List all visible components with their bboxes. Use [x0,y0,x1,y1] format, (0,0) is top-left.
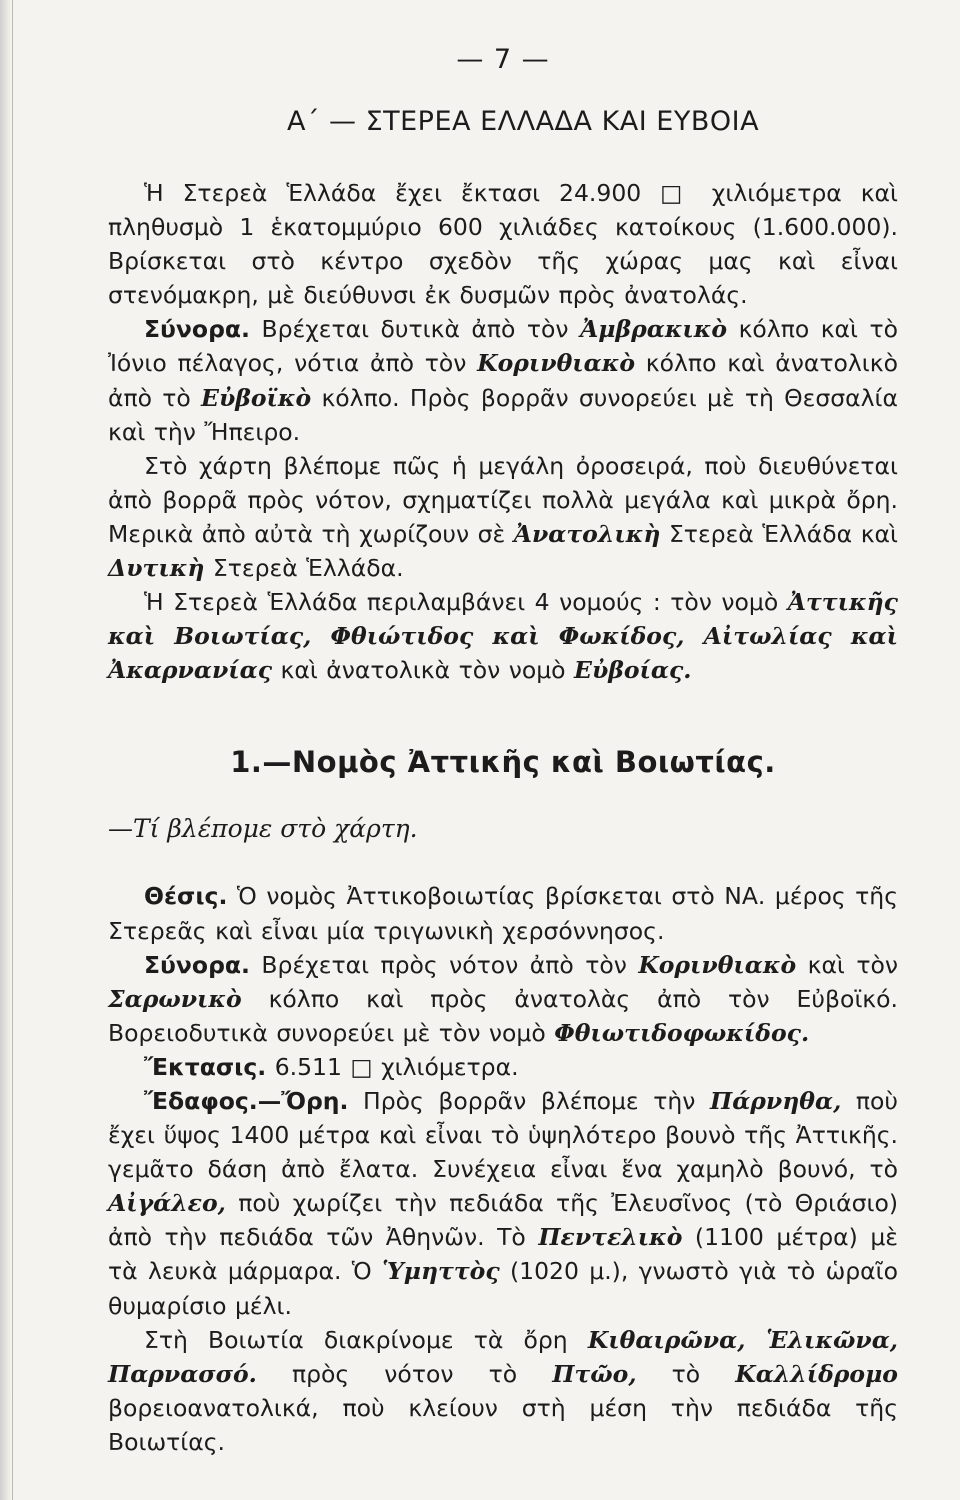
text: κόλπο. Πρὸς βορρᾶν συνορεύει μὲ τὴ Θεσσαλία καὶ τὴν Ἤπειρο. [108,383,898,446]
text: Ἡ Στερεὰ Ἑλλάδα περιλαμβάνει 4 νομούς : τὸν νομὸ [144,588,779,617]
area-label: Ἔκτασις. [144,1052,267,1081]
text: Ὁ νομὸς Ἀττικοβοιωτίας βρίσκεται στὸ ΝΑ. μέρος τῆς Στερεᾶς καὶ εἶναι μία τριγωνικὴ χερσόννησος. [108,882,898,945]
emphasis: Εὐβοίας. [574,656,692,685]
emphasis: Ὑμηττὸς [382,1257,500,1286]
emphasis: Ἀνατολικὴ [513,519,661,548]
page-edge [0,0,13,1500]
text: (1020 μ.), γνωστὸ γιὰ τὸ ὡραῖο θυμαρίσιο μέλι. [108,1257,898,1320]
text: 6.511 □ χιλιόμετρα. [274,1052,519,1081]
emphasis: Καλλίδρομο [735,1359,898,1388]
emphasis: Κιθαιρῶνα, Ἑλικῶνα, Παρνασσό. [108,1325,898,1388]
area-paragraph [108,1050,898,1084]
section-title: 1.—Νομὸς Ἀττικῆς καὶ Βοιωτίας. [230,745,776,780]
text: βορειοανατολικά, ποὺ κλείουν στὴ μέση τὴν πεδιάδα τῆς Βοιωτίας. [108,1393,898,1456]
text: καὶ ἀνατολικὰ τὸν νομὸ [280,656,566,685]
text: κόλπο καὶ πρὸς ἀνατολὰς ἀπὸ τὸν Εὐβοϊκό. Βορειοδυτικὰ συνορεύει μὲ τὸν νομὸ [108,984,898,1047]
text: πρὸς νότον τὸ [291,1359,518,1388]
borders-label: Σύνορα. [144,315,250,344]
text: Πρὸς βορρᾶν βλέπομε τὴν [363,1086,696,1115]
text: ποὺ χωρίζει τὴν πεδιάδα τῆς Ἐλευσῖνος (τὸ Θριάσιο) ἀπὸ τὴν πεδιάδα τῶν Ἀθηνῶν. Τὸ [108,1189,898,1252]
emphasis: Πάρνηθα, [710,1086,842,1115]
text: Στερεὰ Ἑλλάδα. [212,554,404,583]
text: κόλπο καὶ ἀνατολικὸ ἀπὸ τὸ [108,349,898,412]
emphasis: Πτῶο, [552,1359,637,1388]
emphasis: Ἀττικῆς καὶ Βοιωτίας, Φθιώτιδος καὶ Φωκίδος, Αἰτωλίας καὶ Ἀκαρνανίας [108,588,898,685]
mountains-paragraph [108,449,898,585]
borders-label: Σύνορα. [144,950,250,979]
text: (1100 μέτρα) μὲ τὰ λευκὰ μάρμαρα. Ὁ [108,1223,898,1286]
emphasis: Ἀμβρακικὸ [580,315,728,344]
text: Βρέχεται δυτικὰ ἀπὸ τὸν [261,315,569,344]
emphasis: Δυτικὴ [108,554,205,583]
terrain-paragraph [108,1084,898,1323]
prefectures-paragraph [108,585,898,687]
text: Βρέχεται πρὸς νότον ἀπὸ τὸν [261,950,627,979]
emphasis: Κορινθιακὸ [638,950,797,979]
text: καὶ τὸν [807,950,898,979]
thesis-label: Θέσις. [144,882,228,911]
intro-paragraph: Ἡ Στερεὰ Ἑλλάδα ἔχει ἔκτασι 24.900 □ χιλιόμετρα καὶ πληθυσμὸ 1 ἑκατομμύριο 600 χιλιάδες κατοίκους (1.600.000). Βρίσκεται στὸ κέντρο σχεδὸν τῆς χώρας μας καὶ εἶναι στενόμακρη, μὲ διεύθυνσι ἐκ δυσμῶν πρὸς ἀνατολάς. [108,179,898,310]
book-page [108,40,898,1459]
borders-paragraph [108,312,898,448]
emphasis: Κορινθιακὸ [477,349,635,378]
thesis-paragraph [108,879,898,947]
page-number: — 7 — [456,44,550,75]
emphasis: Αἰγάλεο, [108,1189,226,1218]
emphasis: Πεντελικὸ [538,1223,683,1252]
text: ποὺ ἔχει ὕψος 1400 μέτρα καὶ εἶναι τὸ ὑψηλότερο βουνὸ τῆς Ἀττικῆς. γεμᾶτο δάση ἀπὸ ἔλατα. Συνέχεια εἶναι ἕνα χαμηλὸ βουνό, τὸ [108,1086,898,1184]
section-borders-paragraph [108,948,898,1050]
chapter-title: Α΄ — ΣΤΕΡΕΑ ΕΛΛΑΔΑ ΚΑΙ ΕΥΒΟΙΑ [286,106,760,137]
boeotia-paragraph [108,1323,898,1459]
emphasis: Σαρωνικὸ [108,984,242,1013]
text: κόλπο καὶ τὸ Ἰόνιο πέλαγος, νότια ἀπὸ τὸν [108,315,899,378]
text: τὸ [671,1359,701,1388]
emphasis: Φθιωτιδοφωκίδος. [554,1018,810,1047]
text: Στερεὰ Ἑλλάδα καὶ [668,519,898,548]
text: Στὸ χάρτη βλέπομε πῶς ἡ μεγάλη ὀροσειρά, ποὺ διευθύνεται ἀπὸ βορρᾶ πρὸς νότον, σχηματίζει πολλὰ μεγάλα καὶ μικρὰ ὄρη. Μερικὰ ἀπὸ αὐτὰ τὴ χωρίζουν σὲ [108,451,898,548]
section-question: —Τί βλέπομε στὸ χάρτη. [108,814,418,844]
terrain-label: Ἔδαφος.—Ὄρη. [144,1086,349,1115]
emphasis: Εὐβοϊκὸ [201,383,312,412]
text: Στὴ Βοιωτία διακρίνομε τὰ ὄρη [144,1325,568,1354]
